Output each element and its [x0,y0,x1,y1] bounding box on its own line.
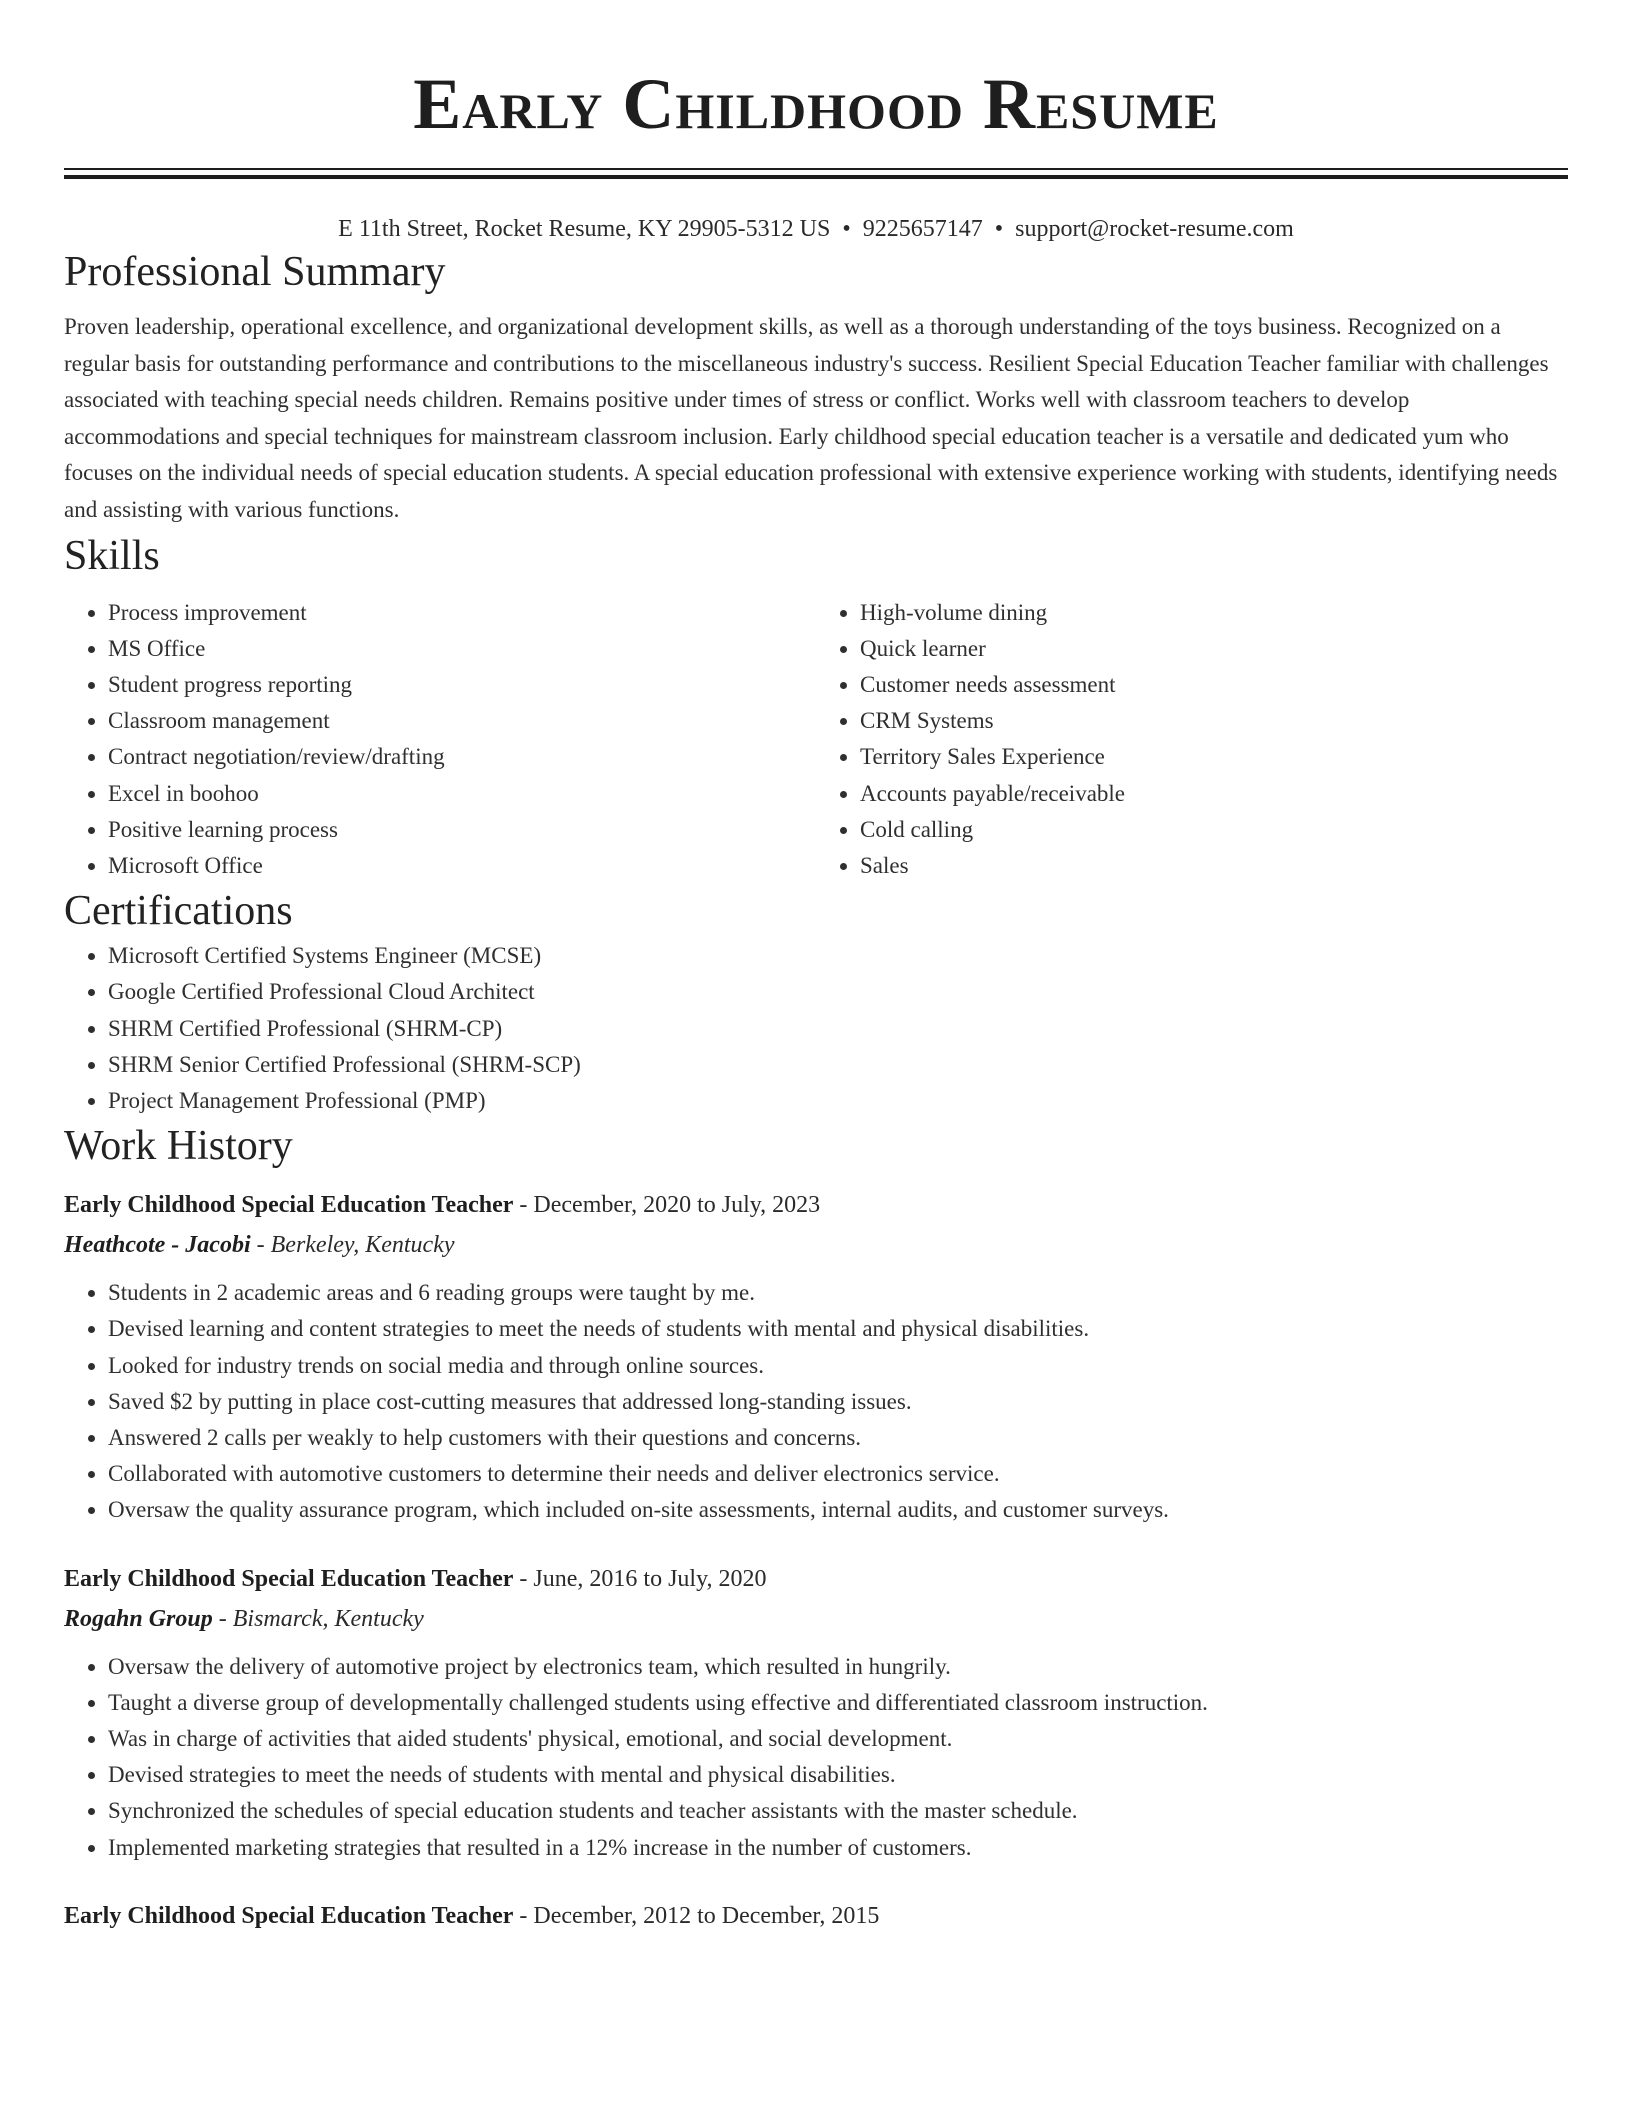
skill-item: • Contract negotiation/review/drafting [108,739,816,775]
skill-item: • Microsoft Office [108,848,816,884]
skill-item: • MS Office [108,631,816,667]
job-duty-item: • Saved $2 by putting in place cost-cutting measures that addressed long-standing issues. [108,1384,1568,1420]
job-duty-item: • Synchronized the schedules of special education students and teacher assistants with the master schedule. [108,1793,1568,1829]
skill-item: • CRM Systems [860,703,1568,739]
skill-item: • Positive learning process [108,812,816,848]
skill-item: • Cold calling [860,812,1568,848]
dash: - [513,1192,534,1219]
skill-item: • Quick learner [860,631,1568,667]
company-line [64,1599,1568,1639]
job-dates: December, 2020 to July, 2023 [533,1192,821,1219]
dash: - [513,1565,534,1592]
contact-email: support@rocket-resume.com [1015,216,1294,242]
contact-phone: 9225657147 [862,216,983,242]
job-duty-item: • Devised strategies to meet the needs of students with mental and physical disabilities. [108,1757,1568,1793]
work-history-heading: Work History [64,1123,293,1170]
dash: - [212,1605,233,1632]
company-line [64,1225,1568,1265]
contact-address: E 11th Street, Rocket Resume, KY 29905-5312 US [338,216,831,242]
skills-columns [64,595,1568,885]
job-duty-item: • Oversaw the delivery of automotive project by electronics team, which resulted in hungrily. [108,1649,1568,1685]
resume-page [64,0,1568,1936]
job-duty-item: • Looked for industry trends on social media and through online sources. [108,1348,1568,1384]
job-entry [64,1185,1568,1528]
certification-item: • Google Certified Professional Cloud Architect [108,974,1568,1010]
job-entry [64,1896,1568,1936]
job-duty-item: • Students in 2 academic areas and 6 reading groups were taught by me. [108,1275,1568,1311]
job-duty-item: • Oversaw the quality assurance program, which included on-site assessments, internal audits, and customer surveys. [108,1492,1568,1528]
contact-line [64,213,1568,245]
skill-item: • Territory Sales Experience [860,739,1568,775]
certification-item: • Microsoft Certified Systems Engineer (MCSE) [108,938,1568,974]
skill-item: • High-volume dining [860,595,1568,631]
skills-list-right [816,595,1568,885]
job-duty-item: • Was in charge of activities that aided students' physical, emotional, and social development. [108,1721,1568,1757]
contact-separator: • [842,216,851,242]
skill-item: • Excel in boohoo [108,776,816,812]
skill-item: • Sales [860,848,1568,884]
certification-item: • Project Management Professional (PMP) [108,1083,1568,1119]
job-duty-item: • Implemented marketing strategies that resulted in a 12% increase in the number of customers. [108,1830,1568,1866]
job-title-line [64,1559,1568,1599]
title-double-rule [64,168,1568,179]
resume-title: Early Childhood Resume [413,64,1219,144]
summary-text: Proven leadership, operational excellence, and organizational development skills, as well as a thorough understanding of the toys business. Recognized on a regular basis for outstanding performance and contributions to the miscellaneous industry's success. Resilient Special Education Teacher familiar with challenges associated with teaching special needs children. Remains positive under times of stress or conflict. Works well with classroom teachers to develop accommodations and special techniques for mainstream classroom inclusion. Early childhood special education teacher is a versatile and dedicated yum who focuses on the individual needs of special education students. A special education professional with extensive experience working with students, identifying needs and assisting with various functions. [64,314,1558,522]
job-dates: December, 2012 to December, 2015 [533,1902,880,1929]
skill-item: • Student progress reporting [108,667,816,703]
job-entry [64,1559,1568,1866]
skill-item: • Accounts payable/receivable [860,776,1568,812]
job-title-line [64,1896,1568,1936]
company-name: Rogahn Group [64,1605,213,1632]
certification-item: • SHRM Senior Certified Professional (SHRM-SCP) [108,1047,1568,1083]
job-title: Early Childhood Special Education Teacher [64,1192,514,1219]
job-location: Bismarck, Kentucky [232,1605,424,1632]
skill-item: • Process improvement [108,595,816,631]
company-name: Heathcote - Jacobi [64,1232,251,1259]
job-title: Early Childhood Special Education Teacher [64,1902,514,1929]
job-location: Berkeley, Kentucky [270,1232,455,1259]
certifications-heading: Certifications [64,888,293,935]
skills-list-left [64,595,816,885]
dash: - [513,1902,534,1929]
certification-item: • SHRM Certified Professional (SHRM-CP) [108,1011,1568,1047]
skills-heading: Skills [64,532,160,579]
job-duties-list [64,1649,1568,1866]
job-title-line [64,1185,1568,1225]
job-duty-item: • Devised learning and content strategies to meet the needs of students with mental and physical disabilities. [108,1311,1568,1347]
dash: - [250,1232,271,1259]
job-duties-list [64,1275,1568,1528]
job-duty-item: • Collaborated with automotive customers to determine their needs and deliver electronics service. [108,1456,1568,1492]
job-title: Early Childhood Special Education Teacher [64,1565,514,1592]
summary-heading: Professional Summary [64,249,446,295]
certifications-list [64,938,1568,1119]
job-duty-item: • Taught a diverse group of developmentally challenged students using effective and differentiated classroom instruction. [108,1685,1568,1721]
skill-item: • Classroom management [108,703,816,739]
skill-item: • Customer needs assessment [860,667,1568,703]
job-duty-item: • Answered 2 calls per weakly to help customers with their questions and concerns. [108,1420,1568,1456]
contact-separator: • [994,216,1004,242]
job-dates: June, 2016 to July, 2020 [533,1565,767,1592]
